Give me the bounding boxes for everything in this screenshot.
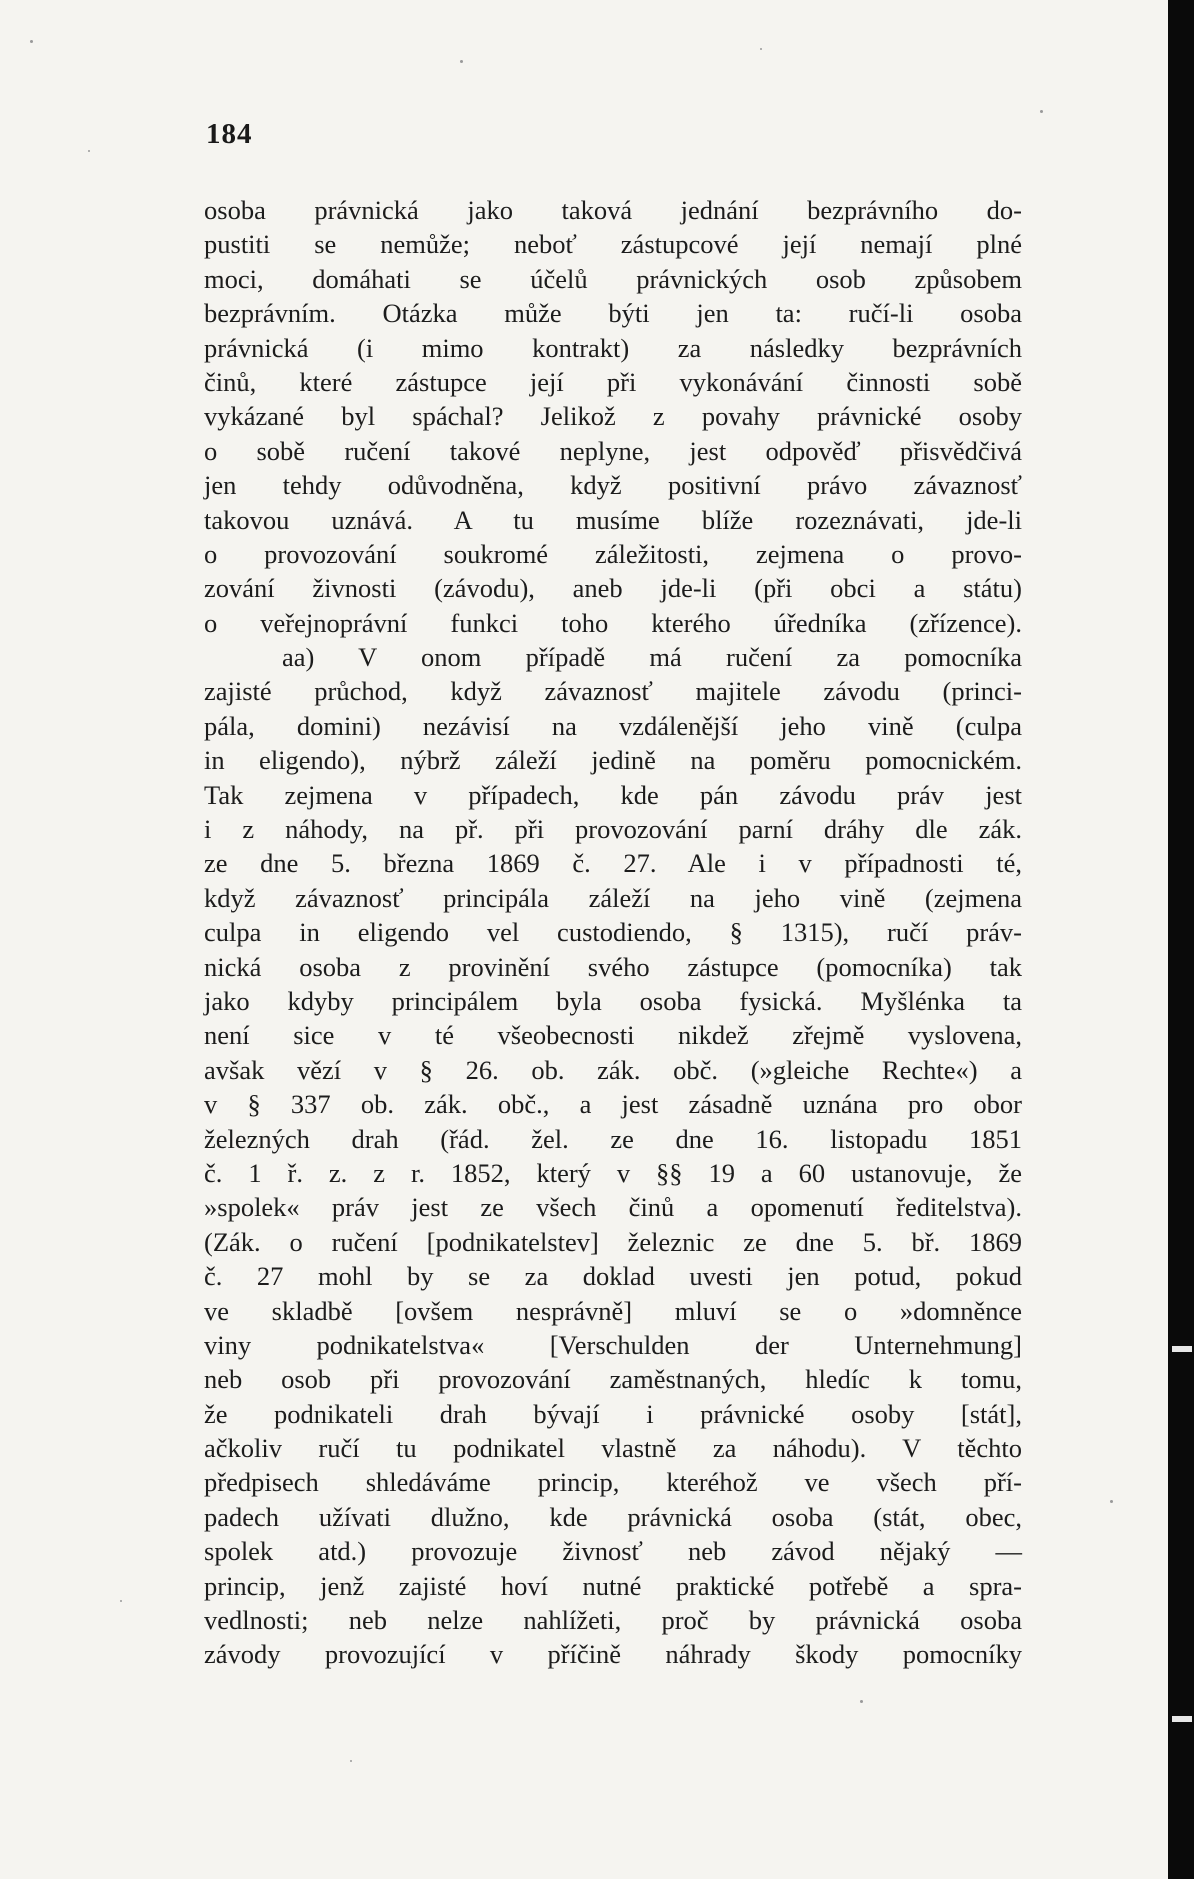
text-line: spolek atd.) provozuje živnosť neb závod nějaký — bbox=[204, 1536, 1022, 1567]
text-line: takovou uznává. A tu musíme blíže rozeznávati, jde-li bbox=[204, 504, 1022, 535]
text-line: viny podnikatelstva« [Verschulden der Unternehmung] bbox=[204, 1329, 1022, 1360]
text-line: předpisech shledáváme princip, kteréhož ve všech pří- bbox=[204, 1467, 1022, 1498]
text-line: »spolek« práv jest ze všech činů a opomenutí ředitelstva). bbox=[204, 1192, 1022, 1223]
text-line: pustiti se nemůže; neboť zástupcové její nemají plné bbox=[204, 229, 1022, 260]
edge-mark bbox=[1172, 1716, 1192, 1722]
scan-speck bbox=[1110, 1500, 1113, 1503]
text-line: nická osoba z provinění svého zástupce (pomocníka) tak bbox=[204, 951, 1022, 982]
text-line: závody provozující v příčině náhrady škody pomocníky bbox=[204, 1639, 1022, 1670]
text-line: neb osob při provozování zaměstnaných, hledíc k tomu, bbox=[204, 1364, 1022, 1395]
text-line: i z náhody, na př. při provozování parní dráhy dle zák. bbox=[204, 814, 1022, 845]
text-line: o sobě ručení takové neplyne, jest odpověď přisvědčivá bbox=[204, 435, 1022, 466]
scan-speck bbox=[350, 1760, 352, 1762]
text-line: o provozování soukromé záležitosti, zejmena o provo- bbox=[204, 538, 1022, 569]
text-line: ve skladbě [ovšem nesprávně] mluví se o »domněnce bbox=[204, 1295, 1022, 1326]
scan-speck bbox=[1040, 110, 1043, 113]
text-line: ze dne 5. března 1869 č. 27. Ale i v případnosti té, bbox=[204, 848, 1022, 879]
text-line: činů, které zástupce její při vykonávání činnosti sobě bbox=[204, 366, 1022, 397]
text-line: právnická (i mimo kontrakt) za následky bezprávních bbox=[204, 332, 1022, 363]
text-line: avšak vězí v § 26. ob. zák. obč. (»gleiche Rechte«) a bbox=[204, 1054, 1022, 1085]
text-line: culpa in eligendo vel custodiendo, § 1315), ručí práv- bbox=[204, 917, 1022, 948]
text-line: č. 1 ř. z. z r. 1852, který v §§ 19 a 60 ustanovuje, že bbox=[204, 1157, 1022, 1188]
body-text bbox=[204, 193, 1022, 1672]
text-line: o veřejnoprávní funkci toho kterého úředníka (zřízence). bbox=[204, 607, 1022, 638]
text-line: jako kdyby principálem byla osoba fysická. Myšlénka ta bbox=[204, 985, 1022, 1016]
text-line: aa) V onom případě má ručení za pomocníka bbox=[282, 642, 1022, 673]
page-edge bbox=[1168, 0, 1194, 1879]
text-line: vedlnosti; neb nelze nahlížeti, proč by právnická osoba bbox=[204, 1605, 1022, 1636]
text-line: princip, jenž zajisté hoví nutné praktické potřebě a spra- bbox=[204, 1570, 1022, 1601]
text-line: pála, domini) nezávisí na vzdálenější jeho vině (culpa bbox=[204, 710, 1022, 741]
text-line: železných drah (řád. žel. ze dne 16. listopadu 1851 bbox=[204, 1123, 1022, 1154]
page-number: 184 bbox=[206, 118, 253, 150]
scan-speck bbox=[30, 40, 33, 43]
text-line: zajisté průchod, když závaznosť majitele závodu (princi- bbox=[204, 676, 1022, 707]
text-line: v § 337 ob. zák. obč., a jest zásadně uznána pro obor bbox=[204, 1089, 1022, 1120]
text-line: padech užívati dlužno, kde právnická osoba (stát, obec, bbox=[204, 1501, 1022, 1532]
text-line: vykázané byl spáchal? Jelikož z povahy právnické osoby bbox=[204, 401, 1022, 432]
text-line: zování živnosti (závodu), aneb jde-li (při obci a státu) bbox=[204, 573, 1022, 604]
text-line: osoba právnická jako taková jednání bezprávního do- bbox=[204, 195, 1022, 225]
scan-speck bbox=[120, 1600, 122, 1602]
text-line: Tak zejmena v případech, kde pán závodu práv jest bbox=[204, 779, 1022, 810]
text-line: (Zák. o ručení [podnikatelstev] železnic ze dne 5. bř. 1869 bbox=[204, 1226, 1022, 1257]
text-line: bezprávním. Otázka může býti jen ta: ručí-li osoba bbox=[204, 298, 1022, 329]
text-line: ačkoliv ručí tu podnikatel vlastně za náhodu). V těchto bbox=[204, 1433, 1022, 1464]
edge-mark bbox=[1172, 1346, 1192, 1352]
text-line: že podnikateli drah bývají i právnické osoby [stát], bbox=[204, 1398, 1022, 1429]
scan-speck bbox=[860, 1700, 863, 1703]
text-line: jen tehdy odůvodněna, když positivní právo závaznosť bbox=[204, 470, 1022, 501]
text-line: in eligendo), nýbrž záleží jedině na poměru pomocnickém. bbox=[204, 745, 1022, 776]
text-line: č. 27 mohl by se za doklad uvesti jen potud, pokud bbox=[204, 1261, 1022, 1292]
text-line: moci, domáhati se účelů právnických osob způsobem bbox=[204, 263, 1022, 294]
scan-speck bbox=[88, 150, 90, 152]
text-line: když závaznosť principála záleží na jeho vině (zejmena bbox=[204, 882, 1022, 913]
scan-speck bbox=[460, 60, 463, 63]
scan-speck bbox=[760, 48, 762, 50]
text-line: není sice v té všeobecnosti nikdež zřejmě vyslovena, bbox=[204, 1020, 1022, 1051]
